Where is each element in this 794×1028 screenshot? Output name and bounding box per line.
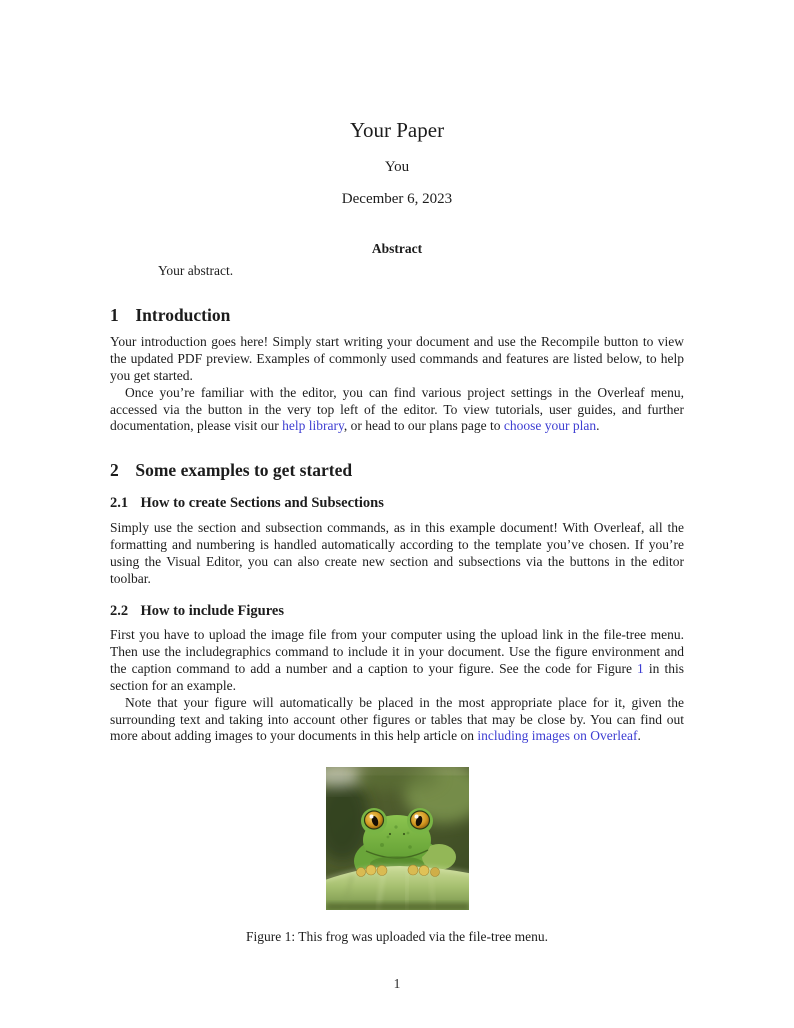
figure-1-caption: Figure 1: This frog was uploaded via the file-tree menu. [246, 929, 548, 945]
paper-title: Your Paper [349, 118, 445, 142]
subsection-2-1-paragraph: Simply use the section and subsection commands, as in this example document! With Overleaf, all the formatting and numbering is handled automatically according to the template you’ve chosen. If you’re using the Visual Editor, you can also create new section and subsections via the buttons in the editor toolbar. [110, 520, 684, 586]
intro-p2-text-2: , or head to our plans page to [343, 418, 504, 434]
figures-p2-text-1: Note that your figure will automatically be placed in the most appropriate place for it, given the surrounding text and taking into account other figures or tables that may be close by. You can find out more about adding images to your documents in this help article on [110, 694, 684, 744]
abstract-heading: Abstract [371, 241, 423, 257]
figure-1-ref-link[interactable]: 1 [637, 660, 644, 676]
intro-p2-text-3: . [596, 418, 600, 434]
paper-author: You [384, 159, 410, 176]
section-1-title: Introduction [135, 304, 231, 325]
including-images-link[interactable]: including images on Overleaf [477, 728, 638, 744]
section-1-number: 1 [110, 304, 119, 325]
subsection-2-1-heading [110, 495, 684, 512]
subsection-2-2-number: 2.2 [110, 602, 129, 619]
figures-p1-text-2: in this section for an example. [110, 660, 684, 693]
section-1-heading [110, 305, 684, 325]
choose-your-plan-link[interactable]: choose your plan [503, 418, 597, 434]
figures-p2-text-2: . [637, 728, 641, 744]
subsection-2-2-heading [110, 603, 684, 620]
intro-paragraph-2 [110, 385, 684, 436]
page-number: 1 [393, 976, 401, 991]
figures-p1-text-1: First you have to upload the image file from your computer using the upload link in the file-tree menu. Then use the includegraphics command to include it in your document. Use the figure environment and the caption command to add a number and a caption to your figure. See the code for Figure [110, 627, 684, 676]
subsection-2-2-title: How to include Figures [140, 602, 284, 619]
figures-paragraph-1 [110, 627, 684, 695]
figure-1 [110, 767, 684, 945]
frog-photo [326, 767, 469, 910]
intro-paragraph-1: Your introduction goes here! Simply start writing your document and use the Recompile button to view the updated PDF preview. Examples of commonly used commands and features are listed below, to help you get started. [110, 334, 684, 383]
paper-date: December 6, 2023 [341, 191, 453, 208]
figures-paragraph-2 [110, 695, 684, 746]
intro-p2-text-1: Once you’re familiar with the editor, you can find various project settings in the Overleaf menu, accessed via the button in the very top left of the editor. To view tutorials, user guides, and further documentation, please visit our [110, 384, 684, 434]
abstract-text: Your abstract. [158, 263, 234, 279]
help-library-link[interactable]: help library [282, 418, 344, 434]
section-2-title: Some examples to get started [135, 460, 353, 481]
subsection-2-1-number: 2.1 [110, 495, 129, 512]
frog-photo-graphic [326, 767, 469, 910]
section-2-number: 2 [110, 460, 119, 481]
subsection-2-1-title: How to create Sections and Subsections [140, 495, 384, 512]
section-2-heading [110, 460, 684, 480]
